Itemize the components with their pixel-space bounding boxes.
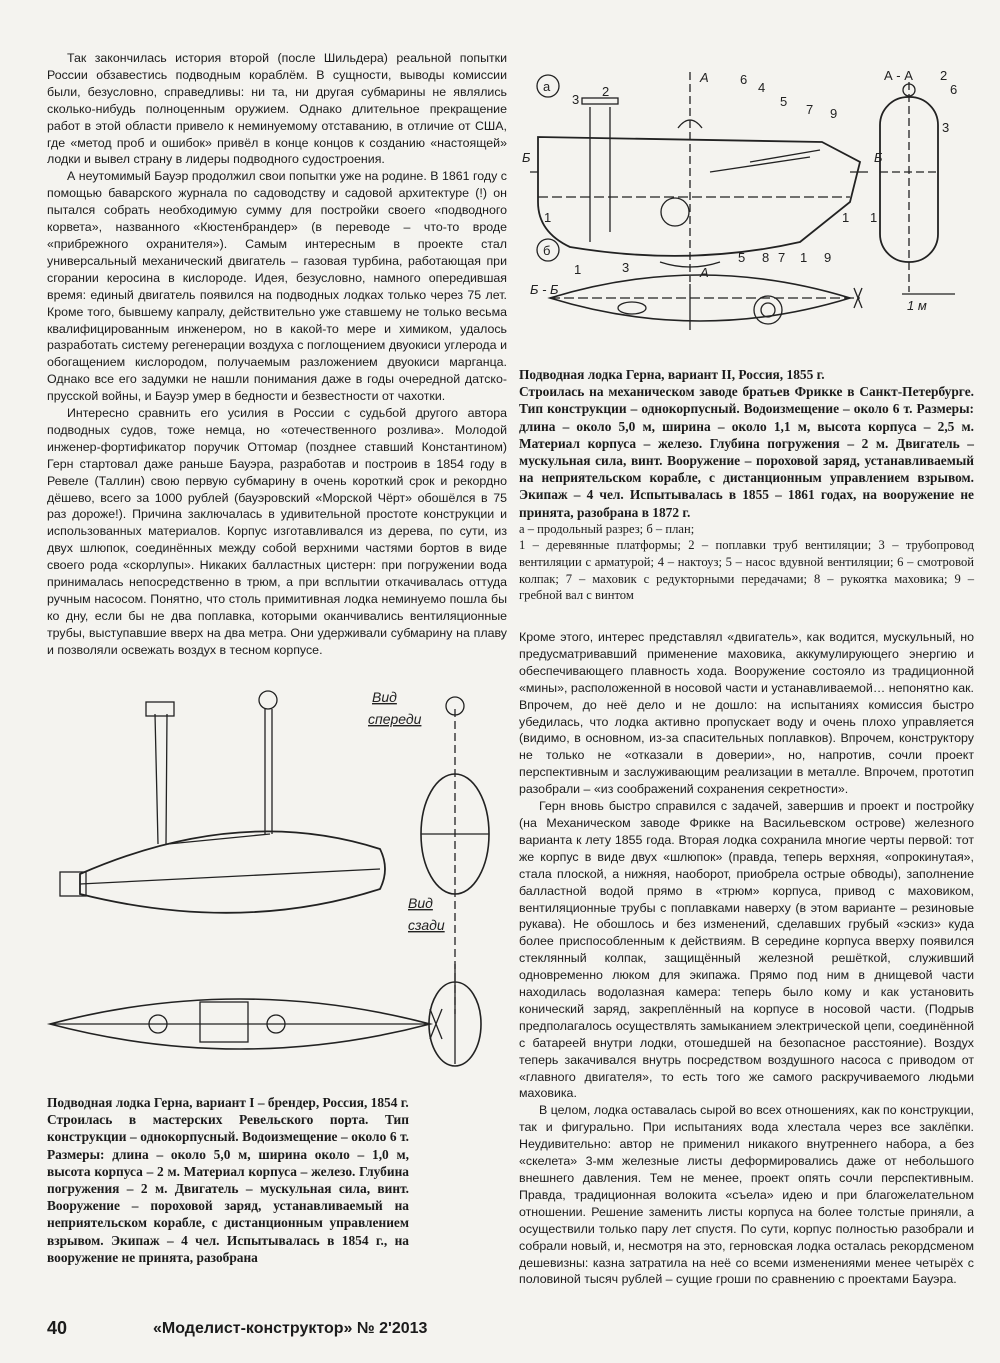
- view-label-b: б: [543, 243, 551, 258]
- caption-body: Строилась в мастерских Ревельского порта. Тип конструкции – однокорпусный. Водоизмещение – около 6 т. Размеры: длина – около 5,0 м, ширина около – 1,0 м, высота корпуса – 2 м. Материал корпуса – железо. Глубина погружения – 2 м. Двигатель – мускульная сила, винт. Вооружение – пороховой заряд, устанавливаемый на неприятельском корабле, с дистанционным управлением взрывом. Экипаж – 4 чел. Испытывалась в 1854 г., на вооружение не принята, разобрана: [47, 1112, 409, 1265]
- article-paragraph: Интересно сравнить его усилия в России с судьбой другого автора подводных судов, тоже немца, но «отечественного розлива». Молодой инженер-фортификатор поручик Оттомар (позднее ставший Константином) Герн стартовал даже раньше Бауэра, разработав и построив в 1854 году в Ревеле (Таллин) свою первую субмарину в очень короткий срок и рекордно дёшево, всего за 1000 рублей (бауэровский «Морской Чёрт» обошёлся в 75 раз дороже!). Причина заключалась в удивительной простоте конструкции и использованных материалов. Корпус изготавливался из дерева, по сути, из двух шлюпок, соединённых между собой верхними частями бортов в виде своего рода «скорлупы». Никаких балластных цистерн: при погружении вода принималась непосредственно в трюм, а при всплытии откачивалась оттуда ручным насосом. Понятно, что столь примитивная лодка неминуемо пошла бы ко дну, если бы не два поплавка, которыми оканчивались вентиляционные трубы, выступавшие вверх на два метра. Они удерживали субмарину на плаву и позволяли освежать воздух в тесном корпусе.: [47, 406, 507, 657]
- page-number: 40: [47, 1318, 68, 1338]
- callout-number: 7: [806, 102, 814, 117]
- submarine-variant2-drawing: [510, 62, 980, 352]
- callout-number: 1: [800, 250, 808, 265]
- section-bb-label: Б - Б: [530, 282, 559, 297]
- view-front-label: Вид: [372, 689, 397, 705]
- section-aa-label: А - А: [884, 68, 913, 83]
- callout-number: 8: [762, 250, 770, 265]
- callout-number: 5: [780, 94, 788, 109]
- callout-number: 3: [622, 260, 630, 275]
- view-front-label: спереди: [368, 711, 422, 727]
- view-back-label: Вид: [408, 895, 433, 911]
- magazine-title: «Моделист-конструктор» № 2'2013: [153, 1320, 428, 1337]
- caption-title: Подводная лодка Герна, вариант II, Россия, 1855 г.: [519, 367, 825, 382]
- callout-number: 1: [842, 210, 850, 225]
- callout-number: 6: [950, 82, 958, 97]
- view-label-a: а: [543, 79, 551, 94]
- callout-number: 4: [758, 80, 766, 95]
- callout-number: 3: [572, 92, 580, 107]
- section-marker-a: А: [700, 70, 709, 85]
- article-paragraph: Кроме этого, интерес представлял «двигатель», как водится, мускульный, но предусматривавший применение маховика, аккумулирующего энергию и обеспечивающего плавность хода. Вооружение состояло из традиционной «мины», расположенной в носовой части и устанавливаемой… непонятно как. Впрочем, до неё дело и не дошло: на испытаниях комиссия быстро убедилась, что лодка активно пропускает воду и очень плохо управляется (видимо, в основном, из-за спасительных поплавков). Впрочем, конструктору не только не «отказали в доверии», но, напротив, сочли проект перспективным и заслуживающим реализации в металле. Впрочем, прототип разобрали – «из соображений сохранения секретности».: [519, 630, 974, 797]
- caption-legend-views: а – продольный разрез; б – план;: [519, 521, 695, 536]
- left-article-column: [47, 50, 507, 659]
- right-article-column: [519, 629, 974, 1288]
- caption-body: Строилась на механическом заводе братьев Фрикке в Санкт-Петербурге. Тип конструкции – однокорпусный. Водоизмещение – около 6 т. Размеры: длина – около 5,0 м, ширина – около 1,1 м, высота корпуса – 2,5 м. Материал корпуса – железо. Глубина погружения – 2 м. Двигатель – мускульная сила, винт. Вооружение – пороховой заряд, устанавливаемый на неприятельском корабле, с дистанционным управлением взрывом. Экипаж – 4 чел. Испытывалась в 1855 – 1861 годах, на вооружение не принята, разобрана в 1872 г.: [519, 384, 974, 520]
- callout-number: 2: [940, 68, 948, 83]
- submarine-variant1-drawing: [40, 684, 515, 1084]
- callout-number: 6: [740, 72, 748, 87]
- callout-number: 3: [942, 120, 950, 135]
- callout-number: 7: [778, 250, 786, 265]
- section-marker-a: А: [700, 265, 709, 280]
- article-paragraph: В целом, лодка оставалась сырой во всех отношениях, как по конструкции, так и фигурально. При испытаниях вода хлестала через все заклёпки. Неудивительно: автор не применил никакого внутреннего набора, а без «скелета» 3-мм железные листы деформировались даже от небольшого внешнего давления. Тем не менее, проект опять сочли перспективным. Правда, традиционная волокита «съела» идею и при благожелательном отношении. Решение заменить листы корпуса на более толстые приняли, а осуществили только пару лет спустя. По сути, корпус полностью разобрали и собрали новый, и, несмотря на это, герновская лодка осталась рекордсменом дешевизны: казна затратила на неё со всеми изменениями менее четырёх с половиной тысяч рублей – сущие гроши по сравнению с проектами Бауэра.: [519, 1103, 974, 1287]
- caption-title: Подводная лодка Герна, вариант I – брендер, Россия, 1854 г.: [47, 1095, 409, 1110]
- caption-legend-items: 1 – деревянные платформы; 2 – поплавки труб вентиляции; 3 – трубопровод вентиляции с арматурой; 4 – нактоуз; 5 – насос вдувной вентиляции; 6 – смотровой колпак; 7 – маховик с редукторными передачами; 8 – рукоятка маховика; 9 – гребной вал с винтом: [519, 538, 974, 603]
- scale-label: 1 м: [907, 298, 927, 313]
- callout-number: 2: [602, 84, 610, 99]
- figure-caption-variant2: [519, 366, 974, 604]
- callout-number: 9: [824, 250, 832, 265]
- callout-number: 5: [738, 250, 746, 265]
- callout-number: 9: [830, 106, 838, 121]
- article-paragraph: А неутомимый Бауэр продолжил свои попытки уже на родине. В 1861 году с помощью баварского журнала по садоводству и садовой архитектуре (!) он пытался собрать необходимую сумму для постройки своего «подводного корвета», названного «Кюстенбрандер» (в переводе – что-то вроде «прибрежного охранителя»). Самым интересным в проекте стал универсальный механический двигатель – газовая турбина, работающая при сгорании керосина в кислороде. Идея, безусловно, намного опередившая время: единый двигатель появился на подводных лодках только через 75 лет. Кроме того, бывшему капралу, действительно уже ставшему не только весьма квалифицированным инженером, но в какой-то мере и химиком, удалось разработать систему регенерации воздуха с поглощением двуокиси углерода и обогащением кислородом, получаемым разложением двуокиси марганца. Однако все его задумки не нашли понимания даже в годы очередной датско-прусской войны, и Бауэр умер в бедности и безвестности от чахотки.: [47, 169, 507, 404]
- callout-number: 1: [544, 210, 552, 225]
- section-marker-b: Б: [874, 150, 883, 165]
- callout-number: 1: [574, 262, 582, 277]
- article-paragraph: Так закончилась история второй (после Шильдера) реальной попытки России обзавестись подводным кораблём. В сущности, выводы комиссии были, безусловно, справедливы: ни та, ни другая субмарины не являлись сколько-нибудь полноценным оружием. Однако длительное прекращение работ в этой области привело к неминуемому отставанию, в отличие от США, где «метод проб и ошибок» привёл в конце концов к созданию «настоящей» лодки и вывел страну в лидеры подводного судостроения.: [47, 51, 507, 167]
- view-back-label: сзади: [408, 917, 445, 933]
- callout-number: 1: [870, 210, 878, 225]
- figure-caption-variant1: [47, 1094, 409, 1266]
- article-paragraph: Герн вновь быстро справился с задачей, завершив и проект и постройку (на Механическом заводе Фрикке на Васильевском острове) железного варианта к лету 1855 года. Вторая лодка сохранила многие черты первой: тот же корпус в виде двух «шлюпок» (правда, теперь верхняя, «опрокинутая», стала плоской, а нижняя, наоборот, приобрела острые обводы), заполнение балластной водой прямо в «трюм» корпуса, привод с маховиком, вентиляционные трубы с поплавками наверху (в этом варианте – резиновые рукава). Не обошлось и без изменений, сделавших грубый «эскиз» куда более приспособленным к действиям. В середине корпуса вверху появился стеклянный колпак, защищённый железной решёткой, служивший одновременно люком для экипажа. Прямо под ним в днищевой части находилась водолазная камера: теперь было кому и как установить конический заряд, закреплённый на корпусе в носовой части. (Подрыв предполагалось осуществлять замыканием электрической цепи, соединённой с батареей внутри лодки, отошедшей на безопасное расстояние). Воздух теперь закачивался внутрь посредством воздушного насоса с приводом от «главного двигателя», то есть того же самого раскручиваемого людьми маховика.: [519, 799, 974, 1101]
- section-marker-b: Б: [522, 150, 531, 165]
